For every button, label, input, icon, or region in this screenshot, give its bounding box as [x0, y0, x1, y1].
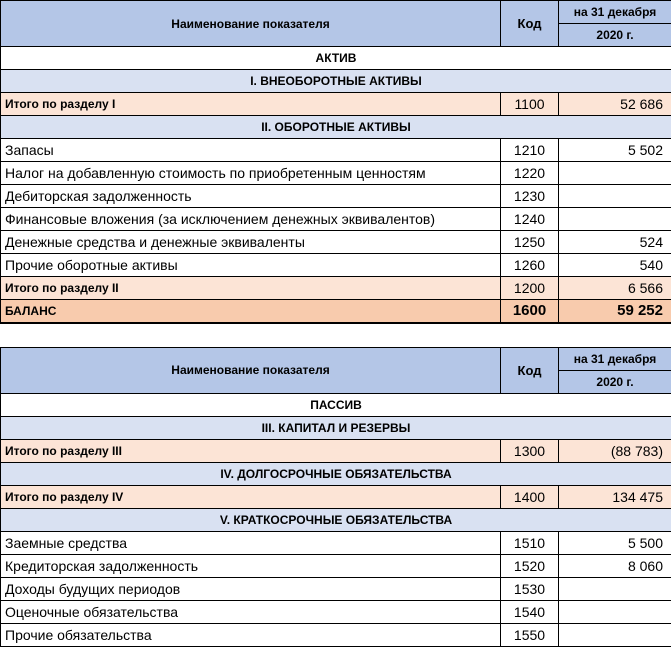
total-1-code: 1100 — [501, 93, 559, 116]
table-row — [1, 531, 671, 554]
section-2-title: II. ОБОРОТНЫЕ АКТИВЫ — [1, 116, 671, 139]
section-4-title: IV. ДОЛГОСРОЧНЫЕ ОБЯЗАТЕЛЬСТВА — [1, 462, 671, 485]
total-1-value: 52 686 — [559, 93, 671, 116]
total-4-value: 134 475 — [559, 485, 671, 508]
row-code: 1540 — [501, 600, 559, 623]
row-name: Прочие обязательства — [1, 623, 501, 646]
row-code: 1240 — [501, 208, 559, 231]
table-row — [1, 139, 671, 162]
header-name: Наименование показателя — [1, 347, 501, 393]
row-value: 524 — [559, 231, 671, 254]
row-value — [559, 162, 671, 185]
table-row — [1, 600, 671, 623]
header-name: Наименование показателя — [1, 1, 501, 47]
total-2-code: 1200 — [501, 277, 559, 300]
row-name: Финансовые вложения (за исключением денежных эквивалентов) — [1, 208, 501, 231]
row-code: 1510 — [501, 531, 559, 554]
row-code: 1520 — [501, 554, 559, 577]
row-name: Налог на добавленную стоимость по приобретенным ценностям — [1, 162, 501, 185]
total-row — [1, 485, 671, 508]
header-code: Код — [501, 347, 559, 393]
liability-table — [0, 347, 671, 647]
table-row — [1, 577, 671, 600]
row-name: Заемные средства — [1, 531, 501, 554]
row-value — [559, 623, 671, 646]
liability-title: ПАССИВ — [1, 393, 671, 416]
asset-header-row — [1, 1, 671, 24]
row-code: 1530 — [501, 577, 559, 600]
table-row — [1, 231, 671, 254]
total-2-name: Итого по разделу II — [1, 277, 501, 300]
table-row — [1, 623, 671, 646]
liability-header-row — [1, 347, 671, 370]
header-date-line1: на 31 декабря — [559, 347, 671, 370]
balance-value: 59 252 — [559, 300, 671, 323]
total-2-value: 6 566 — [559, 277, 671, 300]
balance-code: 1600 — [501, 300, 559, 323]
row-name: Прочие оборотные активы — [1, 254, 501, 277]
total-row — [1, 439, 671, 462]
total-4-name: Итого по разделу IV — [1, 485, 501, 508]
row-name: Доходы будущих периодов — [1, 577, 501, 600]
total-row — [1, 277, 671, 300]
total-3-name: Итого по разделу III — [1, 439, 501, 462]
balance-name: БАЛАНС — [1, 300, 501, 323]
row-name: Запасы — [1, 139, 501, 162]
table-row — [1, 162, 671, 185]
header-date-line2: 2020 г. — [559, 24, 671, 47]
table-row — [1, 208, 671, 231]
header-date-line2: 2020 г. — [559, 370, 671, 393]
row-value: 540 — [559, 254, 671, 277]
row-name: Оценочные обязательства — [1, 600, 501, 623]
row-name: Кредиторская задолженность — [1, 554, 501, 577]
asset-title: АКТИВ — [1, 47, 671, 70]
section-5-title: V. КРАТКОСРОЧНЫЕ ОБЯЗАТЕЛЬСТВА — [1, 508, 671, 531]
row-value: 5 500 — [559, 531, 671, 554]
table-row — [1, 554, 671, 577]
row-value — [559, 577, 671, 600]
row-value: 5 502 — [559, 139, 671, 162]
row-code: 1250 — [501, 231, 559, 254]
section-1-title: I. ВНЕОБОРОТНЫЕ АКТИВЫ — [1, 70, 671, 93]
row-value: 8 060 — [559, 554, 671, 577]
row-code: 1210 — [501, 139, 559, 162]
balance-row — [1, 300, 671, 323]
total-row — [1, 93, 671, 116]
row-value — [559, 185, 671, 208]
row-code: 1260 — [501, 254, 559, 277]
table-spacer — [0, 324, 671, 347]
row-value — [559, 208, 671, 231]
section-3-title: III. КАПИТАЛ И РЕЗЕРВЫ — [1, 416, 671, 439]
table-row — [1, 254, 671, 277]
row-code: 1550 — [501, 623, 559, 646]
header-date-line1: на 31 декабря — [559, 1, 671, 24]
row-name: Дебиторская задолженность — [1, 185, 501, 208]
total-3-value: (88 783) — [559, 439, 671, 462]
total-1-name: Итого по разделу I — [1, 93, 501, 116]
header-code: Код — [501, 1, 559, 47]
row-code: 1230 — [501, 185, 559, 208]
total-3-code: 1300 — [501, 439, 559, 462]
row-code: 1220 — [501, 162, 559, 185]
table-row — [1, 185, 671, 208]
row-name: Денежные средства и денежные эквиваленты — [1, 231, 501, 254]
row-value — [559, 600, 671, 623]
total-4-code: 1400 — [501, 485, 559, 508]
